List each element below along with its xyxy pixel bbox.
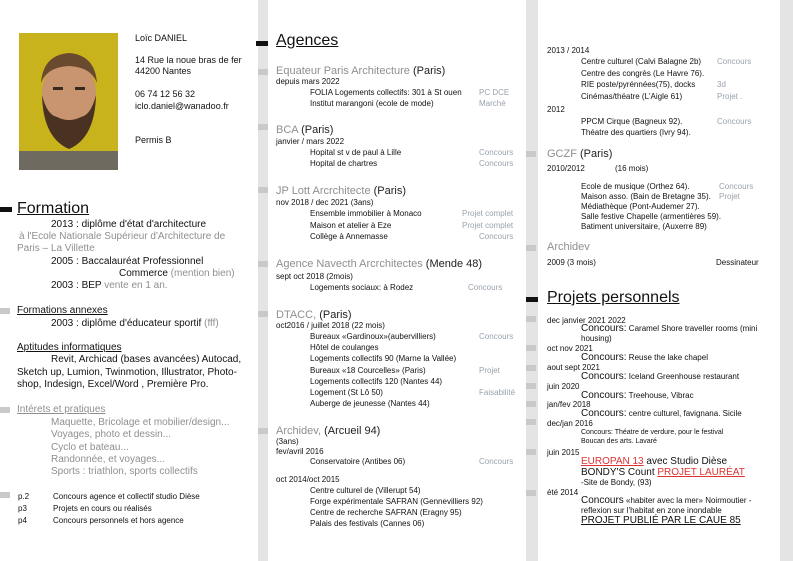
interets-line: Randonnée, et voyages... bbox=[51, 454, 165, 465]
section-marker bbox=[256, 41, 268, 46]
profile-photo bbox=[19, 33, 118, 170]
project-row: Maison et atelier à Eze bbox=[310, 221, 392, 230]
project-date: aout sept 2021 bbox=[547, 363, 600, 372]
project-date: été 2014 bbox=[547, 488, 579, 497]
project-row: Conservatoire (Antibes 06) bbox=[310, 457, 406, 466]
project-row: Maison asso. (Bain de Bretagne 35). bbox=[581, 192, 711, 201]
formation-line: Paris – La Villette bbox=[17, 243, 95, 254]
agency-date: janvier / mars 2022 bbox=[276, 137, 345, 146]
section-marker bbox=[526, 151, 536, 157]
section-marker bbox=[0, 407, 10, 413]
agency-date: oct 2014/oct 2015 bbox=[276, 475, 340, 484]
section-marker bbox=[526, 401, 536, 407]
project-row: Logements collectifs 90 (Marne la Vallée) bbox=[310, 354, 457, 363]
agency-archidev: Archidev, (Arcueil 94) bbox=[276, 425, 381, 437]
section-marker bbox=[526, 419, 536, 425]
phone-number: 06 74 12 56 32 bbox=[135, 89, 196, 99]
project-entry: Concours: Caramel Shore traveller rooms (mini bbox=[581, 323, 758, 334]
project-row: Salle festive Chapelle (armentières 59). bbox=[581, 212, 722, 221]
job-role: Dessinateur bbox=[716, 258, 759, 267]
project-row: PPCM Cirque (Bagneux 92). bbox=[581, 117, 683, 126]
project-row: Bureaux «18 Courcelles» (Paris) bbox=[310, 366, 426, 375]
formation-line: 2013 : diplôme d'état d'architecture bbox=[51, 219, 207, 230]
agency-dtacc: DTACC, (Paris) bbox=[276, 309, 352, 321]
project-row: RIE poste/pyrénnées(75), docks bbox=[581, 80, 696, 89]
europan-entry: -Site de Bondy, (93) bbox=[581, 478, 652, 487]
project-entry: Concours: Reuse the lake chapel bbox=[581, 352, 708, 363]
project-entry: Boucan des arts. Lavaré bbox=[581, 438, 657, 445]
project-tag: Projet bbox=[719, 192, 740, 201]
project-row: Cinémas/théatre (L'Aigle 61) bbox=[581, 92, 683, 101]
project-date: dec/jan 2016 bbox=[547, 419, 593, 428]
project-row: Bureaux «Gardinoux»(aubervilliers) bbox=[310, 332, 436, 341]
project-tag: Projet complet bbox=[462, 221, 514, 230]
project-row: Hopital st v de paul à Lille bbox=[310, 148, 402, 157]
annexes-title: Formations annexes bbox=[17, 305, 108, 316]
europan-entry: EUROPAN 13 avec Studio Dièse bbox=[581, 456, 728, 467]
project-row: Ecole de musique (Orthez 64). bbox=[581, 182, 690, 191]
agency-date: nov 2018 / dec 2021 (3ans) bbox=[276, 198, 374, 207]
project-date: juin 2015 bbox=[547, 448, 580, 457]
column-agences bbox=[268, 0, 526, 561]
project-tag: Concours bbox=[479, 457, 514, 466]
project-row: Centre de recherche SAFRAN (Eragny 95) bbox=[310, 508, 462, 517]
formation-line: 2005 : Baccalauréat Professionnel bbox=[51, 256, 204, 267]
agency-gczf: GCZF (Paris) bbox=[547, 148, 613, 160]
project-row: Ensemble immobilier à Monaco bbox=[310, 209, 422, 218]
project-row: Centre des congrès (Le Havre 76). bbox=[581, 69, 705, 78]
interets-line: Sports : triathlon, sports collectifs bbox=[51, 466, 198, 477]
project-row: Forge expérimentale SAFRAN (Gennevilliers 92) bbox=[310, 497, 483, 506]
projets-title: Projets personnels bbox=[547, 289, 680, 306]
email-address[interactable]: iclo.daniel@wanadoo.fr bbox=[135, 101, 229, 111]
section-marker bbox=[526, 316, 536, 322]
formation-line: à l'Ecole Nationale Supérieur d'Architecture de bbox=[19, 231, 226, 242]
section-marker bbox=[526, 365, 536, 371]
section-marker bbox=[0, 308, 10, 314]
agency-jp-lott: JP Lott Arcrchitecte (Paris) bbox=[276, 185, 407, 197]
project-row: Logement (St Lô 50) bbox=[310, 388, 383, 397]
project-entry: reflexion sur l'habitat en zone inondable bbox=[581, 506, 722, 515]
section-marker bbox=[526, 345, 536, 351]
toc-page: p4 bbox=[18, 516, 27, 525]
project-date: juin 2020 bbox=[547, 382, 580, 391]
formation-title: Formation bbox=[17, 200, 90, 217]
project-tag: Concours bbox=[468, 283, 503, 292]
section-marker bbox=[526, 490, 536, 496]
project-tag: Concours bbox=[719, 182, 754, 191]
project-row: Logements collectifs 120 (Nantes 44) bbox=[310, 377, 443, 386]
toc-page: p3 bbox=[18, 504, 27, 513]
project-tag: Faisabilité bbox=[479, 388, 516, 397]
project-row: Centre culturel (Calvi Balagne 2b) bbox=[581, 57, 702, 66]
toc-entry[interactable]: Concours personnels et hors agence bbox=[53, 516, 184, 525]
agency-navecth: Agence Navecth Arcrchitectes (Mende 48) bbox=[276, 258, 483, 270]
section-marker bbox=[526, 297, 538, 302]
project-tag: Concours bbox=[479, 148, 514, 157]
section-marker bbox=[526, 245, 536, 251]
project-entry: Concours: centre culturel, favignana. Sicile bbox=[581, 408, 742, 419]
agency-date: fev/avril 2016 bbox=[276, 447, 324, 456]
section-marker bbox=[258, 187, 268, 193]
annexes-line: 2003 : diplôme d'éducateur sportif (fff) bbox=[51, 318, 219, 329]
project-entry: Concours: Théatre de verdure, pour le festival bbox=[581, 429, 724, 436]
project-date: jan/fev 2018 bbox=[547, 400, 591, 409]
section-marker bbox=[258, 69, 268, 75]
project-row: Hôtel de coulanges bbox=[310, 343, 379, 352]
agency-date: depuis mars 2022 bbox=[276, 77, 340, 86]
agency-date: 2009 (3 mois) bbox=[547, 258, 596, 267]
year-label: 2013 / 2014 bbox=[547, 46, 590, 55]
project-tag: Concours bbox=[717, 57, 752, 66]
address-line-2: 44200 Nantes bbox=[135, 66, 192, 76]
project-date: oct nov 2021 bbox=[547, 344, 593, 353]
section-marker bbox=[526, 383, 536, 389]
section-marker bbox=[258, 428, 268, 434]
aptitudes-line: Sketch up, Lumion, Twinmotion, Illustrator, Photo- bbox=[17, 367, 237, 378]
project-tag: Concours bbox=[717, 117, 752, 126]
project-tag: Concours bbox=[479, 332, 514, 341]
project-entry: PROJET PUBLIÉ PAR LE CAUE 85 bbox=[581, 515, 741, 526]
project-row: Médiathèque (Pont-Audemer 27). bbox=[581, 202, 700, 211]
agency-archidev-2009: Archidev bbox=[547, 241, 590, 253]
section-marker bbox=[258, 124, 268, 130]
project-tag: 3d bbox=[717, 80, 726, 89]
section-marker bbox=[0, 492, 10, 498]
project-row: Centre culturel de (Villerupt 54) bbox=[310, 486, 421, 495]
formation-line: Commerce (mention bien) bbox=[119, 268, 235, 279]
project-entry: housing) bbox=[581, 334, 612, 343]
toc-entry[interactable]: Concours agence et collectif studio Dièse bbox=[53, 492, 200, 501]
section-marker bbox=[258, 261, 268, 267]
aptitudes-line: Revit, Archicad (bases avancées) Autocad, bbox=[51, 354, 242, 365]
agency-equateur: Equateur Paris Architecture (Paris) bbox=[276, 65, 446, 77]
column-profile bbox=[0, 0, 258, 561]
project-row: FOLIA Logements collectifs: 301 à St ouen bbox=[310, 88, 462, 97]
project-tag: Concours bbox=[479, 159, 514, 168]
section-marker bbox=[526, 449, 536, 455]
agency-date: 2010/2012 bbox=[547, 164, 585, 173]
year-label: 2012 bbox=[547, 105, 565, 114]
section-marker bbox=[0, 207, 12, 212]
project-date: dec janvier 2021 2022 bbox=[547, 316, 626, 325]
aptitudes-line: shop, Indesign, Excel/Word , Première Pro. bbox=[17, 379, 209, 390]
agency-date: (3ans) bbox=[276, 437, 299, 446]
project-tag: Projet complet bbox=[462, 209, 514, 218]
agency-date: (16 mois) bbox=[615, 164, 649, 173]
interets-line: Maquette, Bricolage et mobilier/design... bbox=[51, 417, 230, 428]
europan-entry: BONDY'S Count PROJET LAURÉAT bbox=[581, 467, 745, 478]
project-tag: Projet . bbox=[717, 92, 743, 101]
project-entry: Concours: Iceland Greenhouse restaurant bbox=[581, 371, 740, 382]
project-row: Batiment universitaire, (Auxerre 89) bbox=[581, 222, 707, 231]
project-tag: Marché bbox=[479, 99, 506, 108]
project-row: Palais des festivals (Cannes 06) bbox=[310, 519, 425, 528]
interets-line: Cyclo et bateau... bbox=[51, 442, 129, 453]
aptitudes-title: Aptitudes informatiques bbox=[17, 342, 122, 353]
interets-line: Voyages, photo et dessin... bbox=[51, 429, 172, 440]
agency-bca: BCA (Paris) bbox=[276, 124, 334, 136]
project-tag: Projet bbox=[479, 366, 500, 375]
project-row: Théatre des quartiers (Ivry 94). bbox=[581, 128, 691, 137]
driving-license: Permis B bbox=[135, 135, 172, 145]
column-projets bbox=[538, 0, 780, 561]
interets-title: Intérets et pratiques bbox=[17, 404, 106, 415]
agency-date: oct2016 / juillet 2018 (22 mois) bbox=[276, 321, 385, 330]
project-tag: Concours bbox=[479, 232, 514, 241]
project-entry: Concours: Treehouse, Vibrac bbox=[581, 390, 694, 401]
project-row: Collège à Annemasse bbox=[310, 232, 388, 241]
formation-line: 2003 : BEP vente en 1 an. bbox=[51, 280, 168, 291]
project-row: Institut marangoni (ecole de mode) bbox=[310, 99, 434, 108]
project-row: Auberge de jeunesse (Nantes 44) bbox=[310, 399, 430, 408]
address-line-1: 14 Rue la noue bras de fer bbox=[135, 55, 242, 65]
toc-entry[interactable]: Projets en cours ou réalisés bbox=[53, 504, 152, 513]
project-row: Logements sociaux: à Rodez bbox=[310, 283, 414, 292]
profile-name: Loïc DANIEL bbox=[135, 33, 188, 43]
project-row: Hopital de chartres bbox=[310, 159, 378, 168]
project-entry: Concours «habiter avec la mer» Noirmoutier - bbox=[581, 495, 752, 506]
agency-date: sept oct 2018 (2mois) bbox=[276, 272, 353, 281]
section-marker bbox=[258, 311, 268, 317]
toc-page: p.2 bbox=[18, 492, 30, 501]
project-tag: PC DCE bbox=[479, 88, 510, 97]
agences-title: Agences bbox=[276, 32, 339, 49]
